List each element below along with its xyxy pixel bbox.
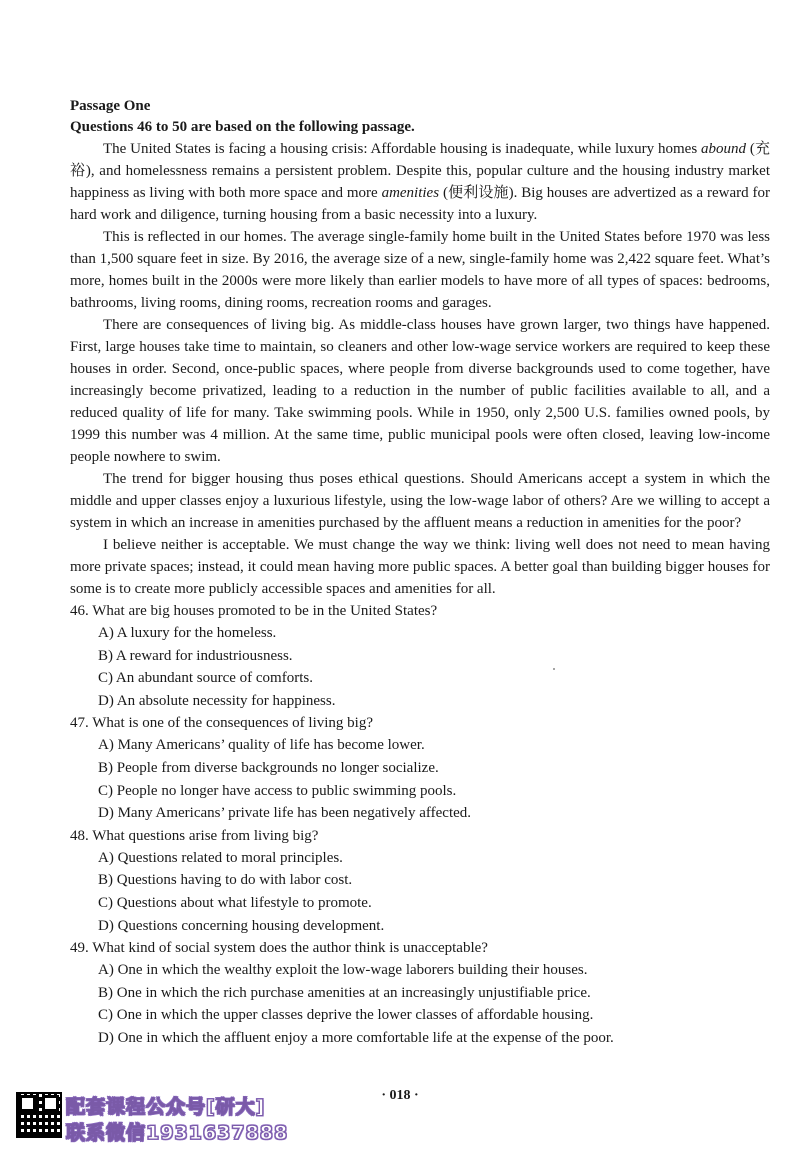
stray-mark [553,668,555,670]
question-stem: 46. What are big houses promoted to be in the United States? [70,603,438,619]
question-list [70,600,770,1050]
answer-option: B) A reward for industriousness. [98,647,293,664]
text-segment: The trend for bigger housing thus poses ethical questions. Should Americans accept a system in which the middle and upper classes enjoy a luxurious lifestyle, using the low-wage labor of others? Are we willing to accept a system in which an increase in amenities purchased by the affluent means a reduction in amenities for the poor? [70,471,770,531]
question-stem: 47. What is one of the consequences of living big? [70,715,373,732]
passage-title: Passage One [70,98,151,114]
answer-option: D) An absolute necessity for happiness. [98,692,336,709]
answer-option: D) Many Americans’ private life has been negatively affected. [98,805,472,822]
answer-option: C) Questions about what lifestyle to promote. [98,894,372,911]
answer-option: A) A luxury for the homeless. [98,625,277,641]
answer-option: B) People from diverse backgrounds no longer socialize. [98,759,439,776]
italic-term: abound [701,141,747,157]
text-segment: There are consequences of living big. As middle-class houses have grown larger, two things have happened. First, large houses take time to maintain, so cleaners and other low-wage service workers are required to keep these houses in order. Second, once-public spaces, where people from diverse backgrounds used to come together, have increasingly become privatized, leading to a reduction in the number of public facilities available to all, and a reduced quality of life for many. Take swimming pools. While in 1950, only 2,500 U.S. families owned pools, by 1999 this number was 4 million. At the same time, public municipal pools were often closed, leaving low-income people nowhere to swim. [70,317,770,465]
answer-option: D) Questions concerning housing development. [98,917,385,934]
passage-paragraph [70,138,770,226]
answer-option: C) One in which the upper classes deprive the lower classes of affordable housing. [98,1007,594,1024]
qr-code-icon [16,1092,62,1138]
promo-banner [16,1090,316,1146]
answer-option: B) Questions having to do with labor cost. [98,872,353,889]
passage-paragraph [70,314,770,468]
passage-paragraph [70,534,770,600]
passage-subtitle: Questions 46 to 50 are based on the following passage. [70,119,415,135]
italic-term: amenities [381,185,440,201]
text-segment: This is reflected in our homes. The average single-family home built in the United States before 1970 was less than 1,500 square feet in size. By 2016, the average size of a new, single-family home was 2,422 square feet. What’s more, homes built in the 2000s were more likely than earlier models to have more of all types of spaces: bedrooms, bathrooms, living rooms, dining rooms, recreation rooms and garages. [70,229,770,311]
passage-paragraph [70,226,770,314]
answer-option: D) One in which the affluent enjoy a more comfortable life at the expense of the poor. [98,1029,614,1046]
passage-body [70,138,770,600]
text-segment: (便利设施). Big houses are advertized as a reward for hard work and diligence, turning housing from a basic necessity into a luxury. [70,185,770,223]
promo-line-contact: 联系微信1931637888 [66,1122,289,1144]
passage-paragraph [70,468,770,534]
page-number: · 018 · [381,1088,419,1103]
answer-option: B) One in which the rich purchase amenities at an increasingly unjustifiable price. [98,984,591,1001]
text-segment: I believe neither is acceptable. We must change the way we think: living well does not need to mean having more private spaces; instead, it could mean having more public spaces. A better goal than building bigger houses for some is to create more publicly accessible spaces and amenities for all. [70,537,770,597]
text-segment: (充裕), and homelessness remains a persistent problem. Despite this, popular culture and the housing industry market happiness as living with both more space and more [70,141,771,201]
answer-option: C) An abundant source of comforts. [98,670,313,687]
question-stem: 49. What kind of social system does the author think is unacceptable? [70,940,488,957]
promo-line-course: 配套课程公众号[研大] [66,1096,266,1118]
answer-option: A) Questions related to moral principles. [98,849,343,866]
page-content [70,96,770,1050]
text-segment: The United States is facing a housing crisis: Affordable housing is inadequate, while luxury homes [103,141,702,157]
answer-option: A) One in which the wealthy exploit the low-wage laborers building their houses. [98,962,588,979]
question-stem: 48. What questions arise from living big? [70,827,319,844]
answer-option: A) Many Americans’ quality of life has become lower. [98,737,425,754]
answer-option: C) People no longer have access to public swimming pools. [98,782,457,799]
